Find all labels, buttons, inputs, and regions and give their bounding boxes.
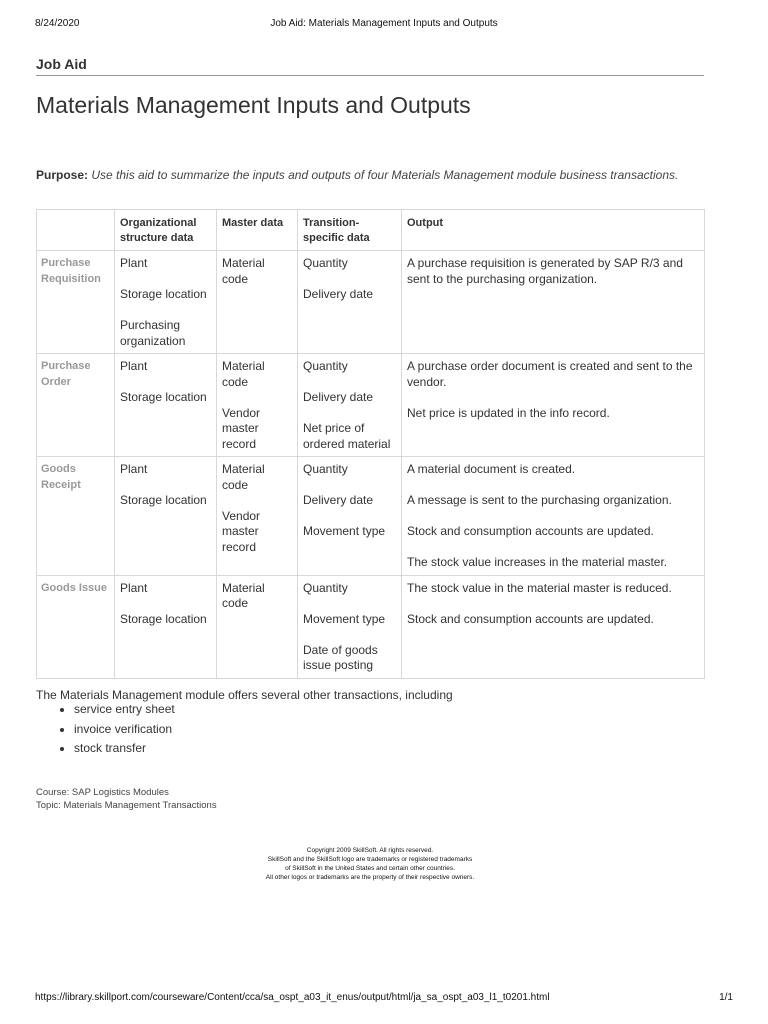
table-row bbox=[37, 251, 705, 354]
cell-item: Plant bbox=[120, 359, 148, 373]
page-title: Materials Management Inputs and Outputs bbox=[36, 92, 471, 118]
master-cell bbox=[217, 457, 298, 576]
copyright-notice bbox=[0, 846, 740, 882]
header-transition-data: Transition-specific data bbox=[298, 210, 402, 251]
page-url: https://library.skillport.com/courseware/Content/cca/sa_ospt_a03_it_enus/output/html/ja_sa_ospt_a03_l1_t0201.html bbox=[35, 992, 550, 1003]
cell-item: Storage location bbox=[120, 611, 207, 626]
cell-item: Net price is updated in the info record. bbox=[407, 405, 610, 420]
copyright-line: of SkillSoft in the United States and certain other countries. bbox=[285, 865, 455, 872]
cell-item: Date of goods issue posting bbox=[303, 642, 378, 672]
cell-item: A purchase order document is created and sent to the vendor. bbox=[407, 359, 693, 389]
transition-cell bbox=[298, 457, 402, 576]
cell-item: Material code bbox=[222, 580, 265, 610]
cell-item: Delivery date bbox=[303, 287, 374, 301]
purpose-label: Purpose: bbox=[36, 168, 89, 182]
output-cell bbox=[402, 354, 705, 457]
master-cell bbox=[217, 251, 298, 354]
org-cell bbox=[115, 457, 217, 576]
cell-item: Net price of ordered material bbox=[303, 421, 391, 451]
cell-item: Vendor master record bbox=[222, 405, 261, 451]
master-cell bbox=[217, 575, 298, 678]
table-row bbox=[37, 575, 705, 678]
print-title: Job Aid: Materials Management Inputs and Outputs bbox=[270, 18, 498, 29]
cell-item: Plant bbox=[120, 256, 148, 270]
cell-item: Quantity bbox=[303, 462, 348, 476]
header-master-data: Master data bbox=[217, 210, 298, 251]
table-header-row bbox=[37, 210, 705, 251]
transition-cell bbox=[298, 354, 402, 457]
cell-item: Delivery date bbox=[303, 390, 374, 404]
cell-item: Material code bbox=[222, 359, 265, 389]
output-cell bbox=[402, 575, 705, 678]
row-label: Purchase Requisition bbox=[37, 251, 115, 354]
cell-item: Quantity bbox=[303, 580, 348, 595]
copyright-line: All other logos or trademarks are the property of their respective owners. bbox=[265, 874, 475, 881]
course-name: Course: SAP Logistics Modules bbox=[36, 787, 169, 798]
copyright-line: SkillSoft and the SkillSoft logo are trademarks or registered trademarks bbox=[267, 856, 473, 863]
cell-item: A material document is created. bbox=[407, 462, 576, 476]
inputs-outputs-table bbox=[36, 209, 705, 679]
cell-item: Material code bbox=[222, 256, 265, 286]
purpose-text: Use this aid to summarize the inputs and outputs of four Materials Management module business transactions. bbox=[91, 168, 679, 182]
course-info bbox=[36, 786, 217, 812]
cell-item: Movement type bbox=[303, 524, 386, 538]
cell-item: Stock and consumption accounts are updated. bbox=[407, 524, 654, 538]
transition-cell bbox=[298, 251, 402, 354]
other-transactions-intro: The Materials Management module offers several other transactions, including bbox=[36, 688, 453, 702]
cell-item: The stock value in the material master is reduced. bbox=[407, 580, 672, 595]
cell-item: Vendor master record bbox=[222, 508, 261, 554]
output-cell bbox=[402, 251, 705, 354]
other-transactions-list bbox=[36, 700, 175, 759]
section-label: Job Aid bbox=[36, 56, 704, 76]
cell-item: Quantity bbox=[303, 359, 348, 373]
org-cell bbox=[115, 354, 217, 457]
list-item: • invoice verification bbox=[74, 720, 175, 740]
cell-item: The stock value increases in the material master. bbox=[407, 555, 668, 569]
copyright-line: Copyright 2009 SkillSoft. All rights reserved. bbox=[306, 847, 434, 854]
header-output: Output bbox=[402, 210, 705, 251]
cell-item: A message is sent to the purchasing organization. bbox=[407, 493, 672, 507]
transition-cell bbox=[298, 575, 402, 678]
output-cell bbox=[402, 457, 705, 576]
org-cell bbox=[115, 251, 217, 354]
print-date: 8/24/2020 bbox=[35, 18, 80, 29]
cell-item: Plant bbox=[120, 462, 148, 476]
purpose-statement bbox=[36, 168, 716, 182]
master-cell bbox=[217, 354, 298, 457]
list-item: • service entry sheet bbox=[74, 700, 175, 720]
table-row bbox=[37, 354, 705, 457]
cell-item: Storage location bbox=[120, 493, 207, 507]
row-label: Goods Issue bbox=[37, 575, 115, 678]
cell-item: Movement type bbox=[303, 611, 386, 626]
cell-item: Storage location bbox=[120, 390, 207, 404]
page-number: 1/1 bbox=[719, 992, 733, 1003]
topic-name: Topic: Materials Management Transactions bbox=[36, 800, 217, 811]
list-item: • stock transfer bbox=[74, 739, 175, 759]
row-label: Purchase Order bbox=[37, 354, 115, 457]
cell-item: Plant bbox=[120, 580, 148, 595]
cell-item: Purchasing organization bbox=[120, 318, 186, 348]
cell-item: Stock and consumption accounts are updated. bbox=[407, 611, 654, 626]
row-label: Goods Receipt bbox=[37, 457, 115, 576]
table-row bbox=[37, 457, 705, 576]
org-cell bbox=[115, 575, 217, 678]
cell-item: A purchase requisition is generated by SAP R/3 and sent to the purchasing organization. bbox=[407, 256, 683, 286]
header-org-structure: Organizational structure data bbox=[115, 210, 217, 251]
header-blank bbox=[37, 210, 115, 251]
cell-item: Storage location bbox=[120, 287, 207, 301]
cell-item: Quantity bbox=[303, 256, 348, 270]
cell-item: Delivery date bbox=[303, 493, 374, 507]
cell-item: Material code bbox=[222, 462, 265, 492]
